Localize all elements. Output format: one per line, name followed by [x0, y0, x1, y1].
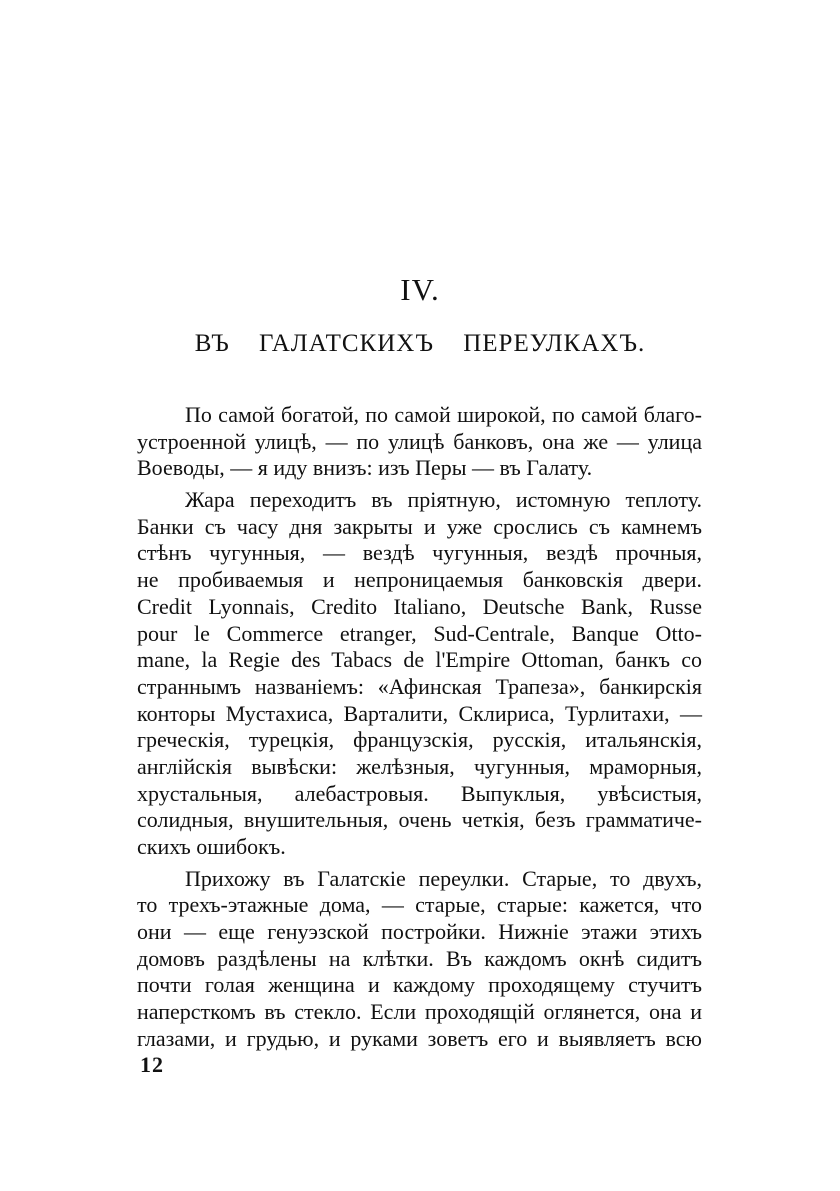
text-line: скихъ ошибокъ.: [137, 834, 286, 859]
text-line: По самой богатой, по самой широкой, по самой благо-: [185, 402, 702, 427]
text-line: Воеводы, — я иду внизъ: изъ Перы — въ Галату.: [137, 455, 593, 481]
text-line: глазами, и грудью, и руками зоветъ его и выявляетъ всю: [137, 1025, 702, 1051]
text-line: солидныя, внушительныя, очень четкія, безъ грамматиче-: [137, 807, 702, 833]
text-line: Credit Lyonnais, Credito Italiano, Deutsche Bank, Russe: [137, 593, 702, 619]
text-line: стѣнъ чугунныя, — вездѣ чугунныя, вездѣ прочныя,: [137, 540, 702, 566]
chapter-title: ВЪ ГАЛАТСКИХЪ ПЕРЕУЛКАХЪ.: [194, 330, 646, 357]
paragraph: [137, 487, 702, 861]
chapter-body: [137, 402, 702, 1053]
text-line: Прихожу въ Галатскіе переулки. Старые, то двухъ,: [185, 865, 702, 891]
paragraph: [137, 402, 702, 482]
text-line: они — еще генуэзской постройки. Нижніе этажи этихъ: [137, 919, 702, 945]
text-line: Жара переходитъ въ пріятную, истомную теплоту.: [185, 487, 702, 513]
text-line: устроенной улицѣ, — по улицѣ банковъ, она же — улица: [137, 428, 702, 454]
chapter-number: IV.: [400, 272, 440, 307]
text-line: хрустальныя, алебастровыя. Выпуклыя, увѣсистыя,: [137, 780, 702, 806]
text-line: mane, la Regie des Tabacs de l'Empire Ottoman, банкъ со: [137, 647, 702, 673]
text-line: конторы Мустахиса, Варталити, Склириса, Турлитахи, —: [137, 700, 702, 726]
page-number: 12: [140, 1052, 164, 1077]
text-line: Банки съ часу дня закрыты и уже срослись съ камнемъ: [137, 513, 702, 539]
text-line: почти голая женщина и каждому проходящему стучитъ: [137, 972, 702, 998]
paragraph: [137, 866, 702, 1053]
text-line: pour le Commerce etranger, Sud-Centrale, Banque Otto-: [137, 620, 702, 646]
text-line: англійскія вывѣски: желѣзныя, чугунныя, мраморныя,: [137, 753, 702, 779]
text-line: страннымъ названіемъ: «Афинская Трапеза», банкирскія: [137, 673, 702, 699]
text-line: то трехъ-этажные дома, — старые, старые: кажется, что: [137, 892, 702, 918]
text-line: греческія, турецкія, французскія, русскія, итальянскія,: [137, 727, 702, 753]
text-line: не пробиваемыя и непроницаемыя банковскія двери.: [137, 567, 702, 593]
text-line: наперсткомъ въ стекло. Если проходящій оглянется, она и: [137, 999, 702, 1025]
text-line: домовъ раздѣлены на клѣтки. Въ каждомъ окнѣ сидитъ: [137, 945, 702, 971]
